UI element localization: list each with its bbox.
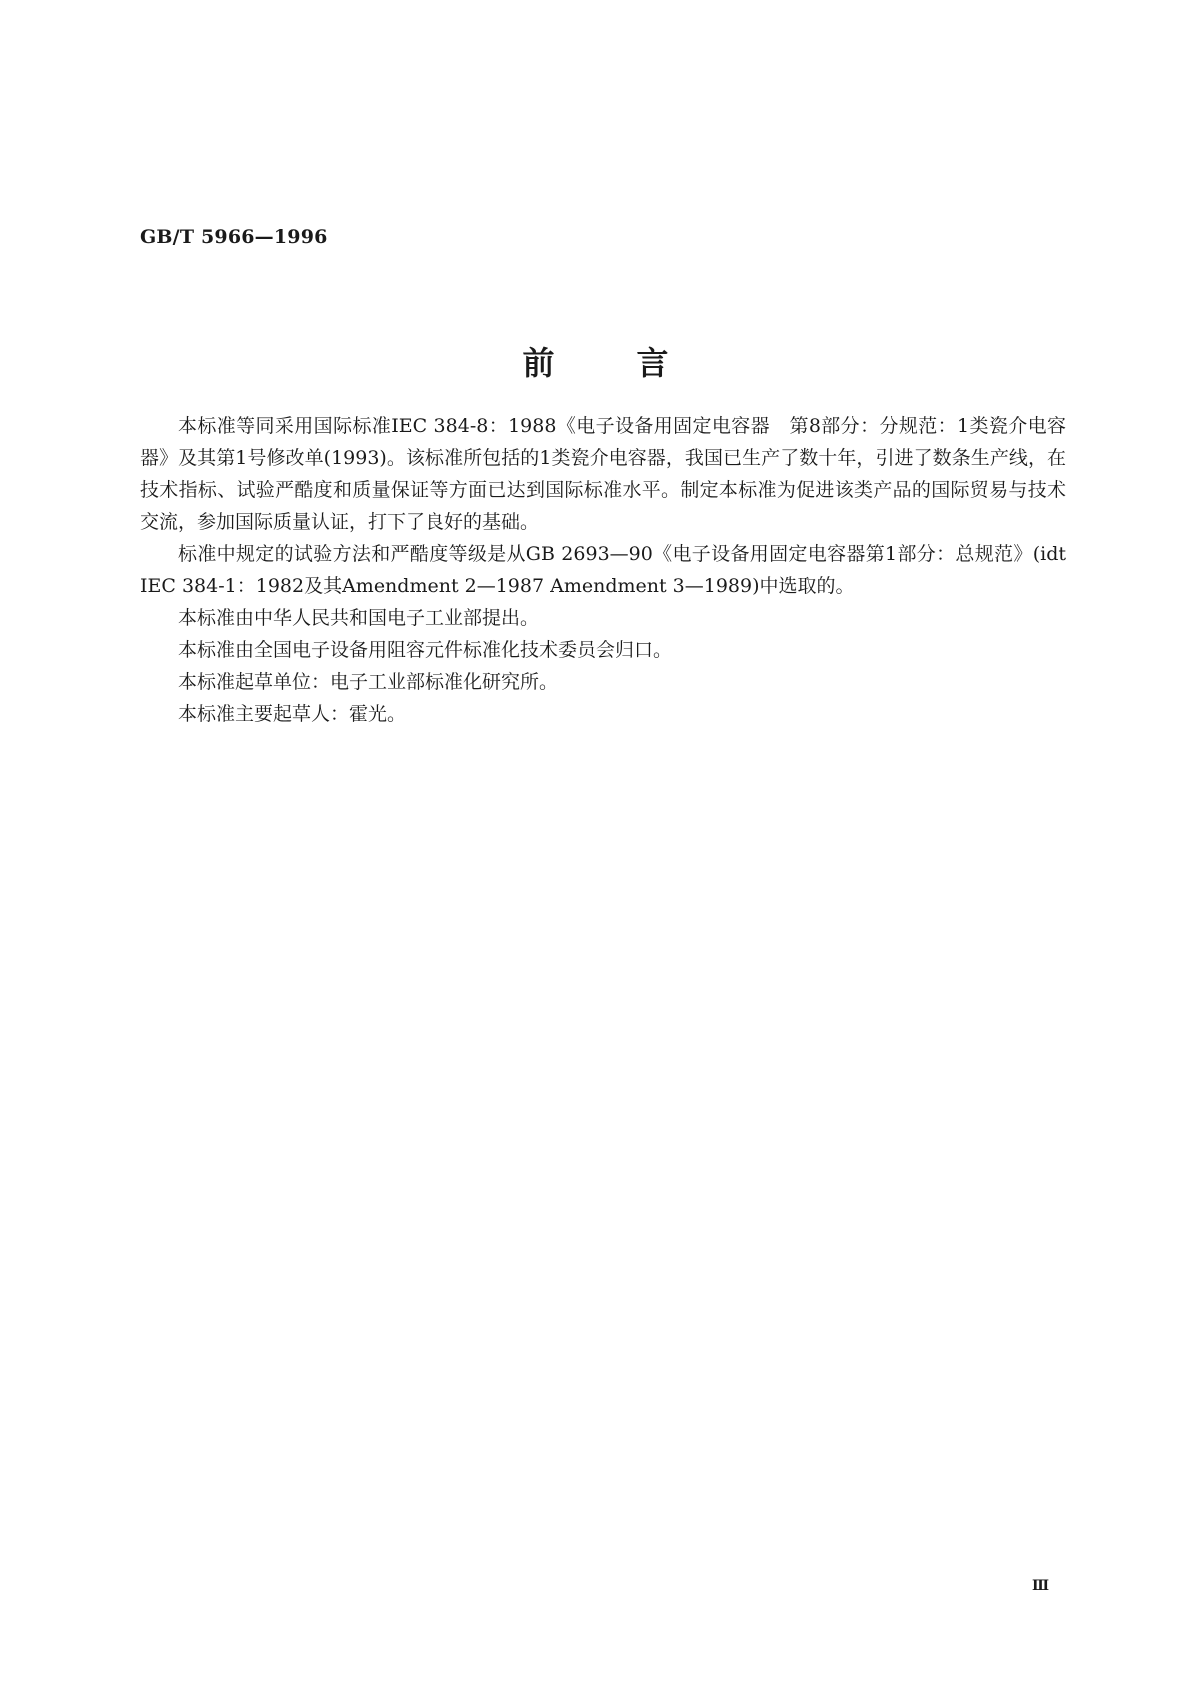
paragraph-drafting-unit: 本标准起草单位：电子工业部标准化研究所。 <box>178 671 559 693</box>
paragraph-committee: 本标准由全国电子设备用阻容元件标准化技术委员会归口。 <box>178 639 673 661</box>
body-text <box>140 410 1066 730</box>
paragraph-drafter: 本标准主要起草人：霍光。 <box>178 703 407 725</box>
section-title: 前言 <box>522 344 751 382</box>
paragraph-adoption: 本标准等同采用国际标准IEC 384-8：1988《电子设备用固定电容器 第8部分：分规范：1类瓷介电容器》及其第1号修改单(1993)。该标准所包括的1类瓷介电容器，我国已生产了数十年，引进了数条生产线，在技术指标、试验严酷度和质量保证等方面已达到国际标准水平。制定本标准为促进该类产品的国际贸易与技术交流，参加国际质量认证，打下了良好的基础。 <box>140 415 1066 533</box>
document-code: GB/T 5966—1996 <box>140 226 328 248</box>
page-number: Ⅲ <box>1032 1578 1050 1594</box>
paragraph-test-methods: 标准中规定的试验方法和严酷度等级是从GB 2693—90《电子设备用固定电容器第1部分：总规范》(idt IEC 384-1：1982及其Amendment 2—1987 Amendment 3—1989)中选取的。 <box>140 543 1066 597</box>
paragraph-proposer: 本标准由中华人民共和国电子工业部提出。 <box>178 607 540 629</box>
